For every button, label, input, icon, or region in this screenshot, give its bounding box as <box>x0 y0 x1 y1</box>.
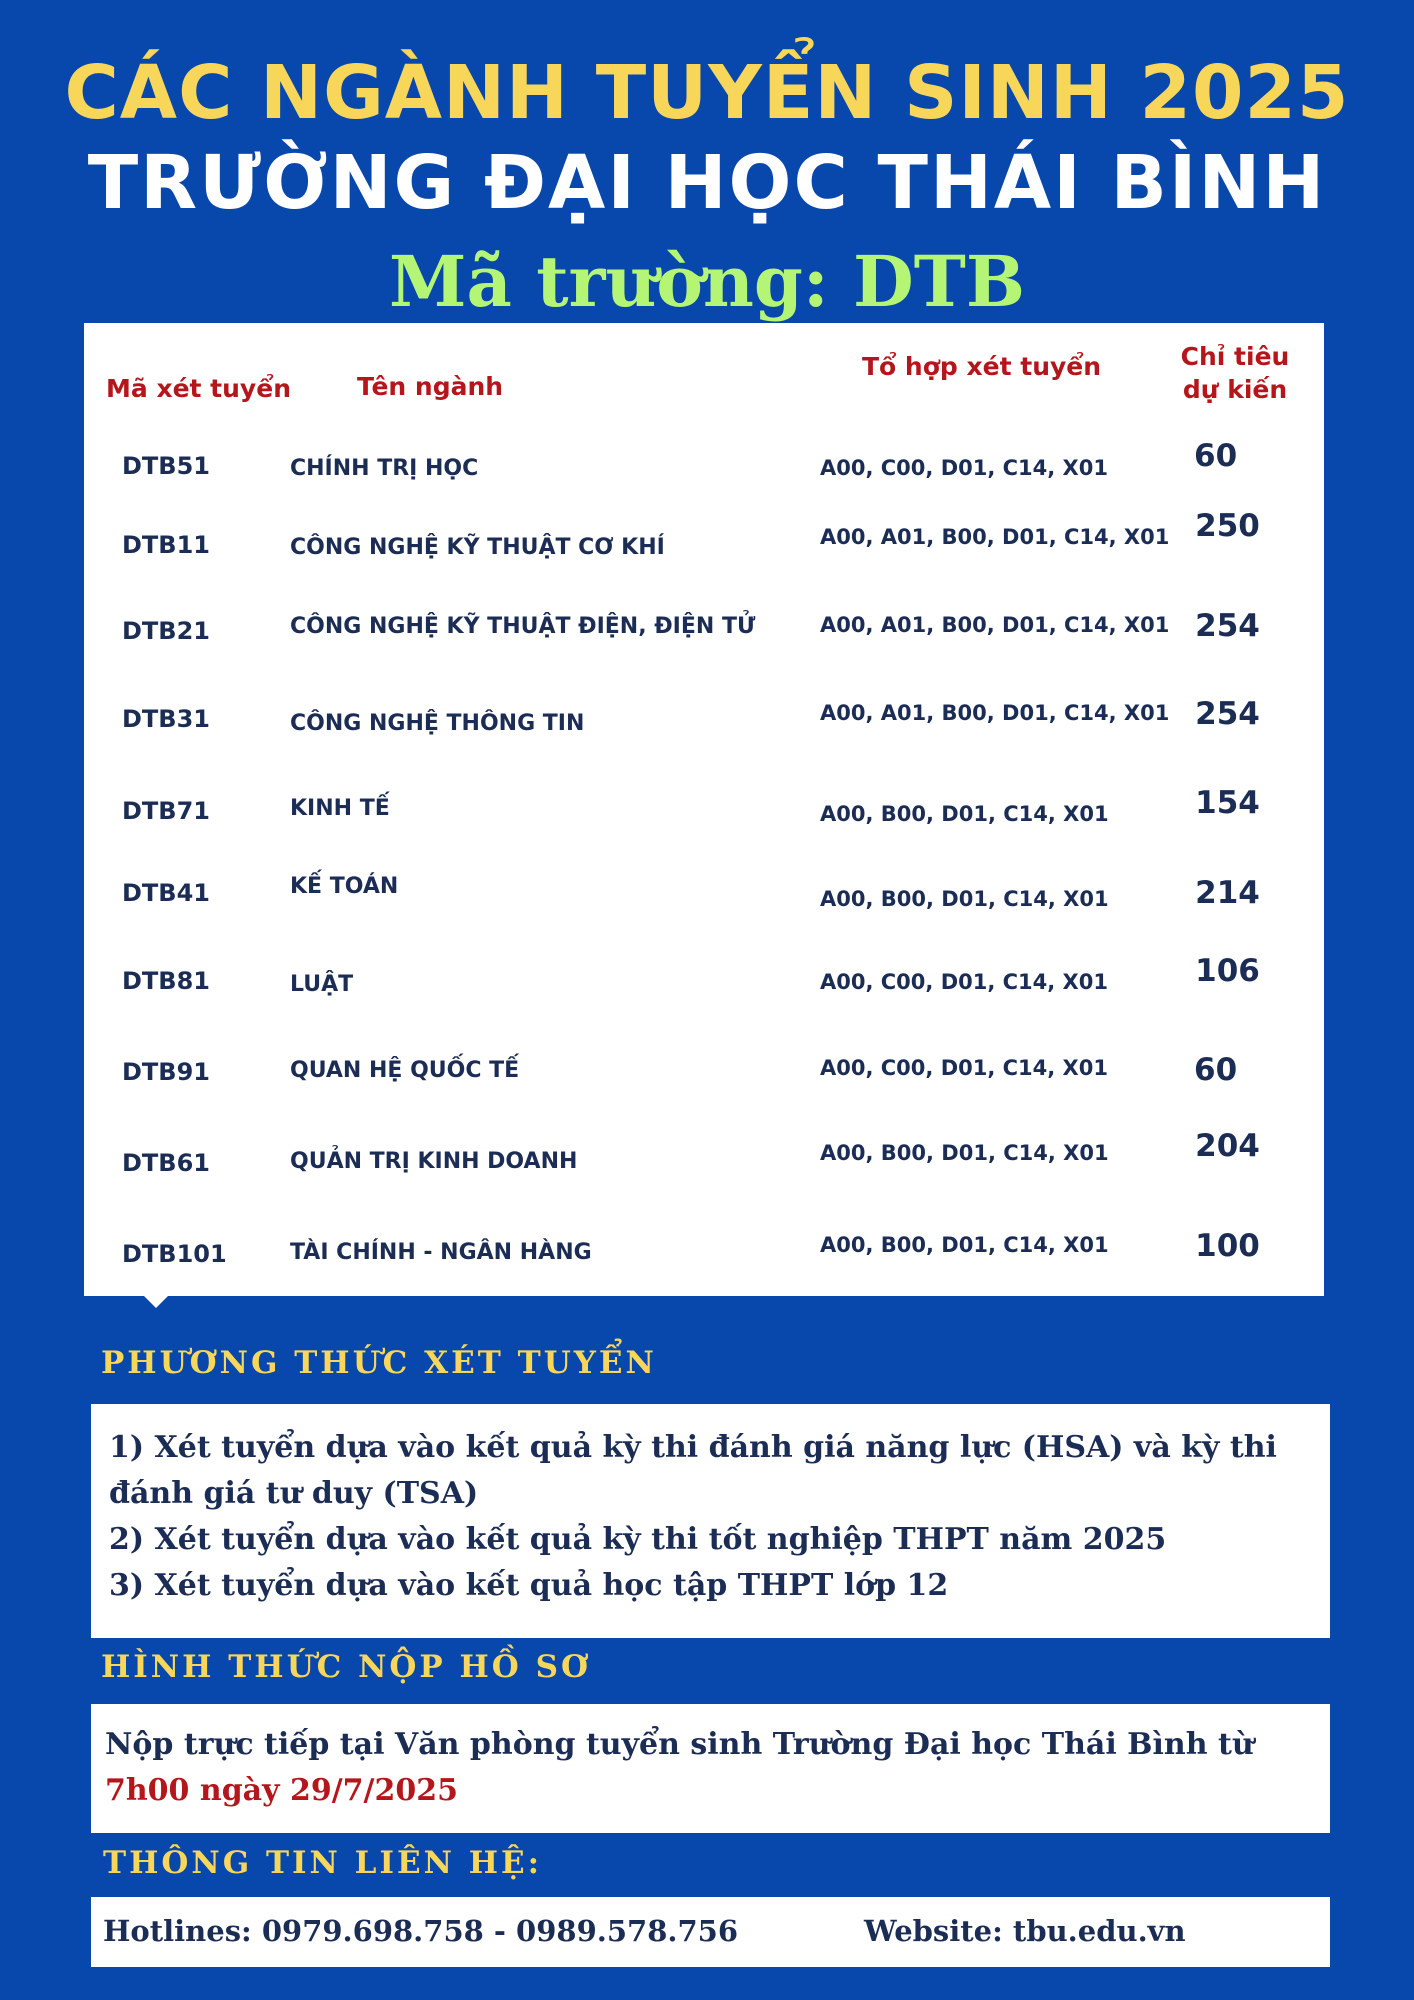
contact-heading: THÔNG TIN LIÊN HỆ: <box>103 1845 543 1881</box>
row-major-name: LUẬT <box>290 972 354 997</box>
row-code: DTB91 <box>122 1058 210 1086</box>
row-code: DTB11 <box>122 531 210 559</box>
row-code: DTB61 <box>122 1149 210 1177</box>
row-quota: 100 <box>1195 1228 1260 1264</box>
row-quota: 254 <box>1195 608 1260 644</box>
row-major-name: KINH TẾ <box>290 796 390 821</box>
column-header-name: Tên ngành <box>357 372 504 401</box>
row-combination: A00, B00, D01, C14, X01 <box>820 1233 1109 1257</box>
row-quota: 250 <box>1195 508 1260 544</box>
row-combination: A00, B00, D01, C14, X01 <box>820 802 1109 826</box>
column-header-code: Mã xét tuyển <box>106 374 291 403</box>
row-combination: A00, B00, D01, C14, X01 <box>820 887 1109 911</box>
row-code: DTB81 <box>122 967 210 995</box>
method-item-3: 3) Xét tuyển dựa vào kết quả học tập THPT lớp 12 <box>109 1568 949 1603</box>
row-quota: 214 <box>1195 875 1260 911</box>
row-major-name: KẾ TOÁN <box>290 874 399 899</box>
row-code: DTB41 <box>122 879 210 907</box>
row-code: DTB101 <box>122 1240 227 1268</box>
row-combination: A00, A01, B00, D01, C14, X01 <box>820 525 1170 549</box>
method-item-1: 1) Xét tuyển dựa vào kết quả kỳ thi đánh giá năng lực (HSA) và kỳ thi đánh giá tư duy (TSA) <box>109 1430 1277 1511</box>
row-major-name: TÀI CHÍNH - NGÂN HÀNG <box>290 1240 592 1265</box>
submission-heading: HÌNH THỨC NỘP HỒ SƠ <box>101 1649 591 1685</box>
methods-box <box>91 1404 1330 1638</box>
row-code: DTB71 <box>122 797 210 825</box>
submission-text: Nộp trực tiếp tại Văn phòng tuyển sinh Trường Đại học Thái Bình từ <box>105 1727 1254 1762</box>
row-combination: A00, C00, D01, C14, X01 <box>820 456 1108 480</box>
majors-table <box>84 323 1324 1296</box>
row-code: DTB21 <box>122 617 210 645</box>
row-combination: A00, C00, D01, C14, X01 <box>820 1056 1108 1080</box>
row-quota: 254 <box>1195 696 1260 732</box>
title-line-2: TRƯỜNG ĐẠI HỌC THÁI BÌNH <box>87 140 1327 226</box>
table-notch <box>143 1295 169 1308</box>
school-code: Mã trường: DTB <box>388 240 1025 323</box>
row-quota: 60 <box>1194 438 1238 474</box>
column-header-quota-line2: dự kiến <box>1182 375 1288 404</box>
column-header-quota <box>1160 340 1310 406</box>
row-major-name: QUAN HỆ QUỐC TẾ <box>290 1058 520 1083</box>
row-major-name: CÔNG NGHỆ KỸ THUẬT ĐIỆN, ĐIỆN TỬ <box>290 614 756 639</box>
method-item-2: 2) Xét tuyển dựa vào kết quả kỳ thi tốt nghiệp THPT năm 2025 <box>109 1522 1167 1557</box>
row-major-name: QUẢN TRỊ KINH DOANH <box>290 1149 578 1174</box>
website-link[interactable]: Website: tbu.edu.vn <box>864 1914 1186 1948</box>
row-major-name: CÔNG NGHỆ KỸ THUẬT CƠ KHÍ <box>290 535 665 560</box>
hotlines: Hotlines: 0979.698.758 - 0989.578.756 <box>103 1914 739 1948</box>
row-code: DTB51 <box>122 452 210 480</box>
column-header-quota-line1: Chỉ tiêu <box>1180 342 1290 371</box>
row-code: DTB31 <box>122 705 210 733</box>
row-quota: 204 <box>1195 1128 1260 1164</box>
row-combination: A00, A01, B00, D01, C14, X01 <box>820 701 1170 725</box>
row-quota: 154 <box>1195 785 1260 821</box>
row-quota: 106 <box>1195 953 1260 989</box>
contact-box <box>91 1897 1330 1967</box>
row-combination: A00, A01, B00, D01, C14, X01 <box>820 613 1170 637</box>
methods-heading: PHƯƠNG THỨC XÉT TUYỂN <box>101 1345 657 1381</box>
row-major-name: CÔNG NGHỆ THÔNG TIN <box>290 711 585 736</box>
row-combination: A00, C00, D01, C14, X01 <box>820 970 1108 994</box>
title-line-1: CÁC NGÀNH TUYỂN SINH 2025 <box>64 50 1350 136</box>
row-quota: 60 <box>1194 1052 1238 1088</box>
row-major-name: CHÍNH TRỊ HỌC <box>290 456 479 481</box>
column-header-combination: Tổ hợp xét tuyển <box>862 352 1102 381</box>
submission-box <box>91 1704 1330 1833</box>
submission-date: 7h00 ngày 29/7/2025 <box>105 1773 459 1808</box>
row-combination: A00, B00, D01, C14, X01 <box>820 1141 1109 1165</box>
